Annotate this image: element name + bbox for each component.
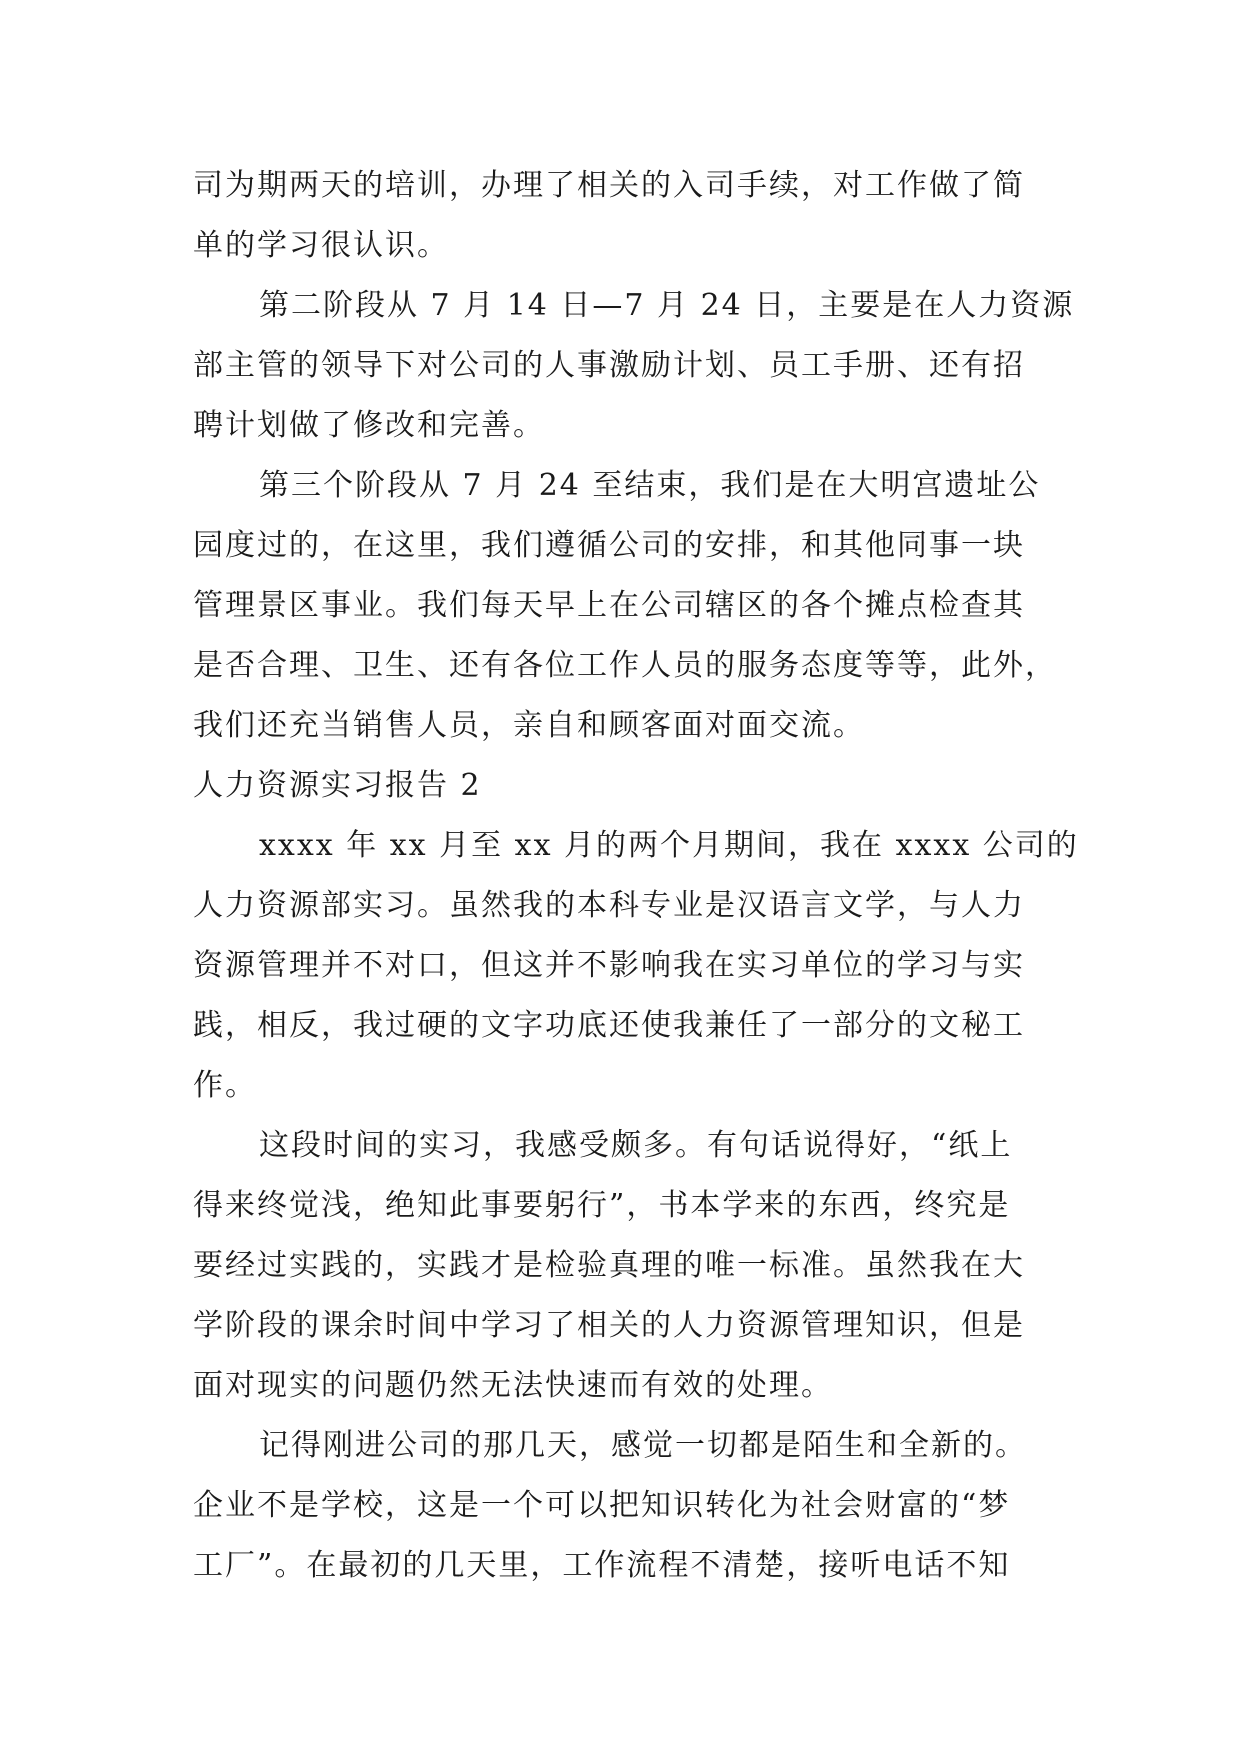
- paragraph-start-line: 这段时间的实习，我感受颇多。有句话说得好，“纸上: [259, 1128, 1013, 1163]
- text-line: 是否合理、卫生、还有各位工作人员的服务态度等等，此外，: [193, 648, 1057, 683]
- paragraph-start-line: 记得刚进公司的那几天，感觉一切都是陌生和全新的。: [259, 1428, 1027, 1463]
- text-line: 工厂”。在最初的几天里，工作流程不清楚，接听电话不知: [193, 1548, 1011, 1583]
- text-line: 得来终觉浅，绝知此事要躬行”，书本学来的东西，终究是: [193, 1188, 1011, 1223]
- paragraph-start-line: 第三个阶段从 7 月 24 至结束，我们是在大明宫遗址公: [259, 468, 1041, 503]
- text-line: 面对现实的问题仍然无法快速而有效的处理。: [193, 1368, 833, 1403]
- text-line: 作。: [193, 1068, 257, 1103]
- text-line: 部主管的领导下对公司的人事激励计划、员工手册、还有招: [193, 348, 1025, 383]
- text-line: 司为期两天的培训，办理了相关的入司手续，对工作做了简: [193, 168, 1025, 203]
- section-heading: 人力资源实习报告 2: [193, 768, 482, 803]
- text-line: 企业不是学校，这是一个可以把知识转化为社会财富的“梦: [193, 1488, 1011, 1523]
- text-line: 管理景区事业。我们每天早上在公司辖区的各个摊点检查其: [193, 588, 1025, 623]
- text-line: 人力资源部实习。虽然我的本科专业是汉语言文学，与人力: [193, 888, 1025, 923]
- paragraph-start-line: xxxx 年 xx 月至 xx 月的两个月期间，我在 xxxx 公司的: [259, 828, 1079, 863]
- document-body: [193, 156, 1079, 1596]
- text-line: 聘计划做了修改和完善。: [193, 408, 545, 443]
- text-line: 园度过的，在这里，我们遵循公司的安排，和其他同事一块: [193, 528, 1025, 563]
- paragraph-start-line: 第二阶段从 7 月 14 日—7 月 24 日，主要是在人力资源: [259, 288, 1075, 323]
- text-line: 资源管理并不对口，但这并不影响我在实习单位的学习与实: [193, 948, 1025, 983]
- text-line: 学阶段的课余时间中学习了相关的人力资源管理知识，但是: [193, 1308, 1025, 1343]
- text-line: 我们还充当销售人员，亲自和顾客面对面交流。: [193, 708, 865, 743]
- text-line: 践，相反，我过硬的文字功底还使我兼任了一部分的文秘工: [193, 1008, 1025, 1043]
- text-line: 单的学习很认识。: [193, 228, 449, 263]
- text-line: 要经过实践的，实践才是检验真理的唯一标准。虽然我在大: [193, 1248, 1025, 1283]
